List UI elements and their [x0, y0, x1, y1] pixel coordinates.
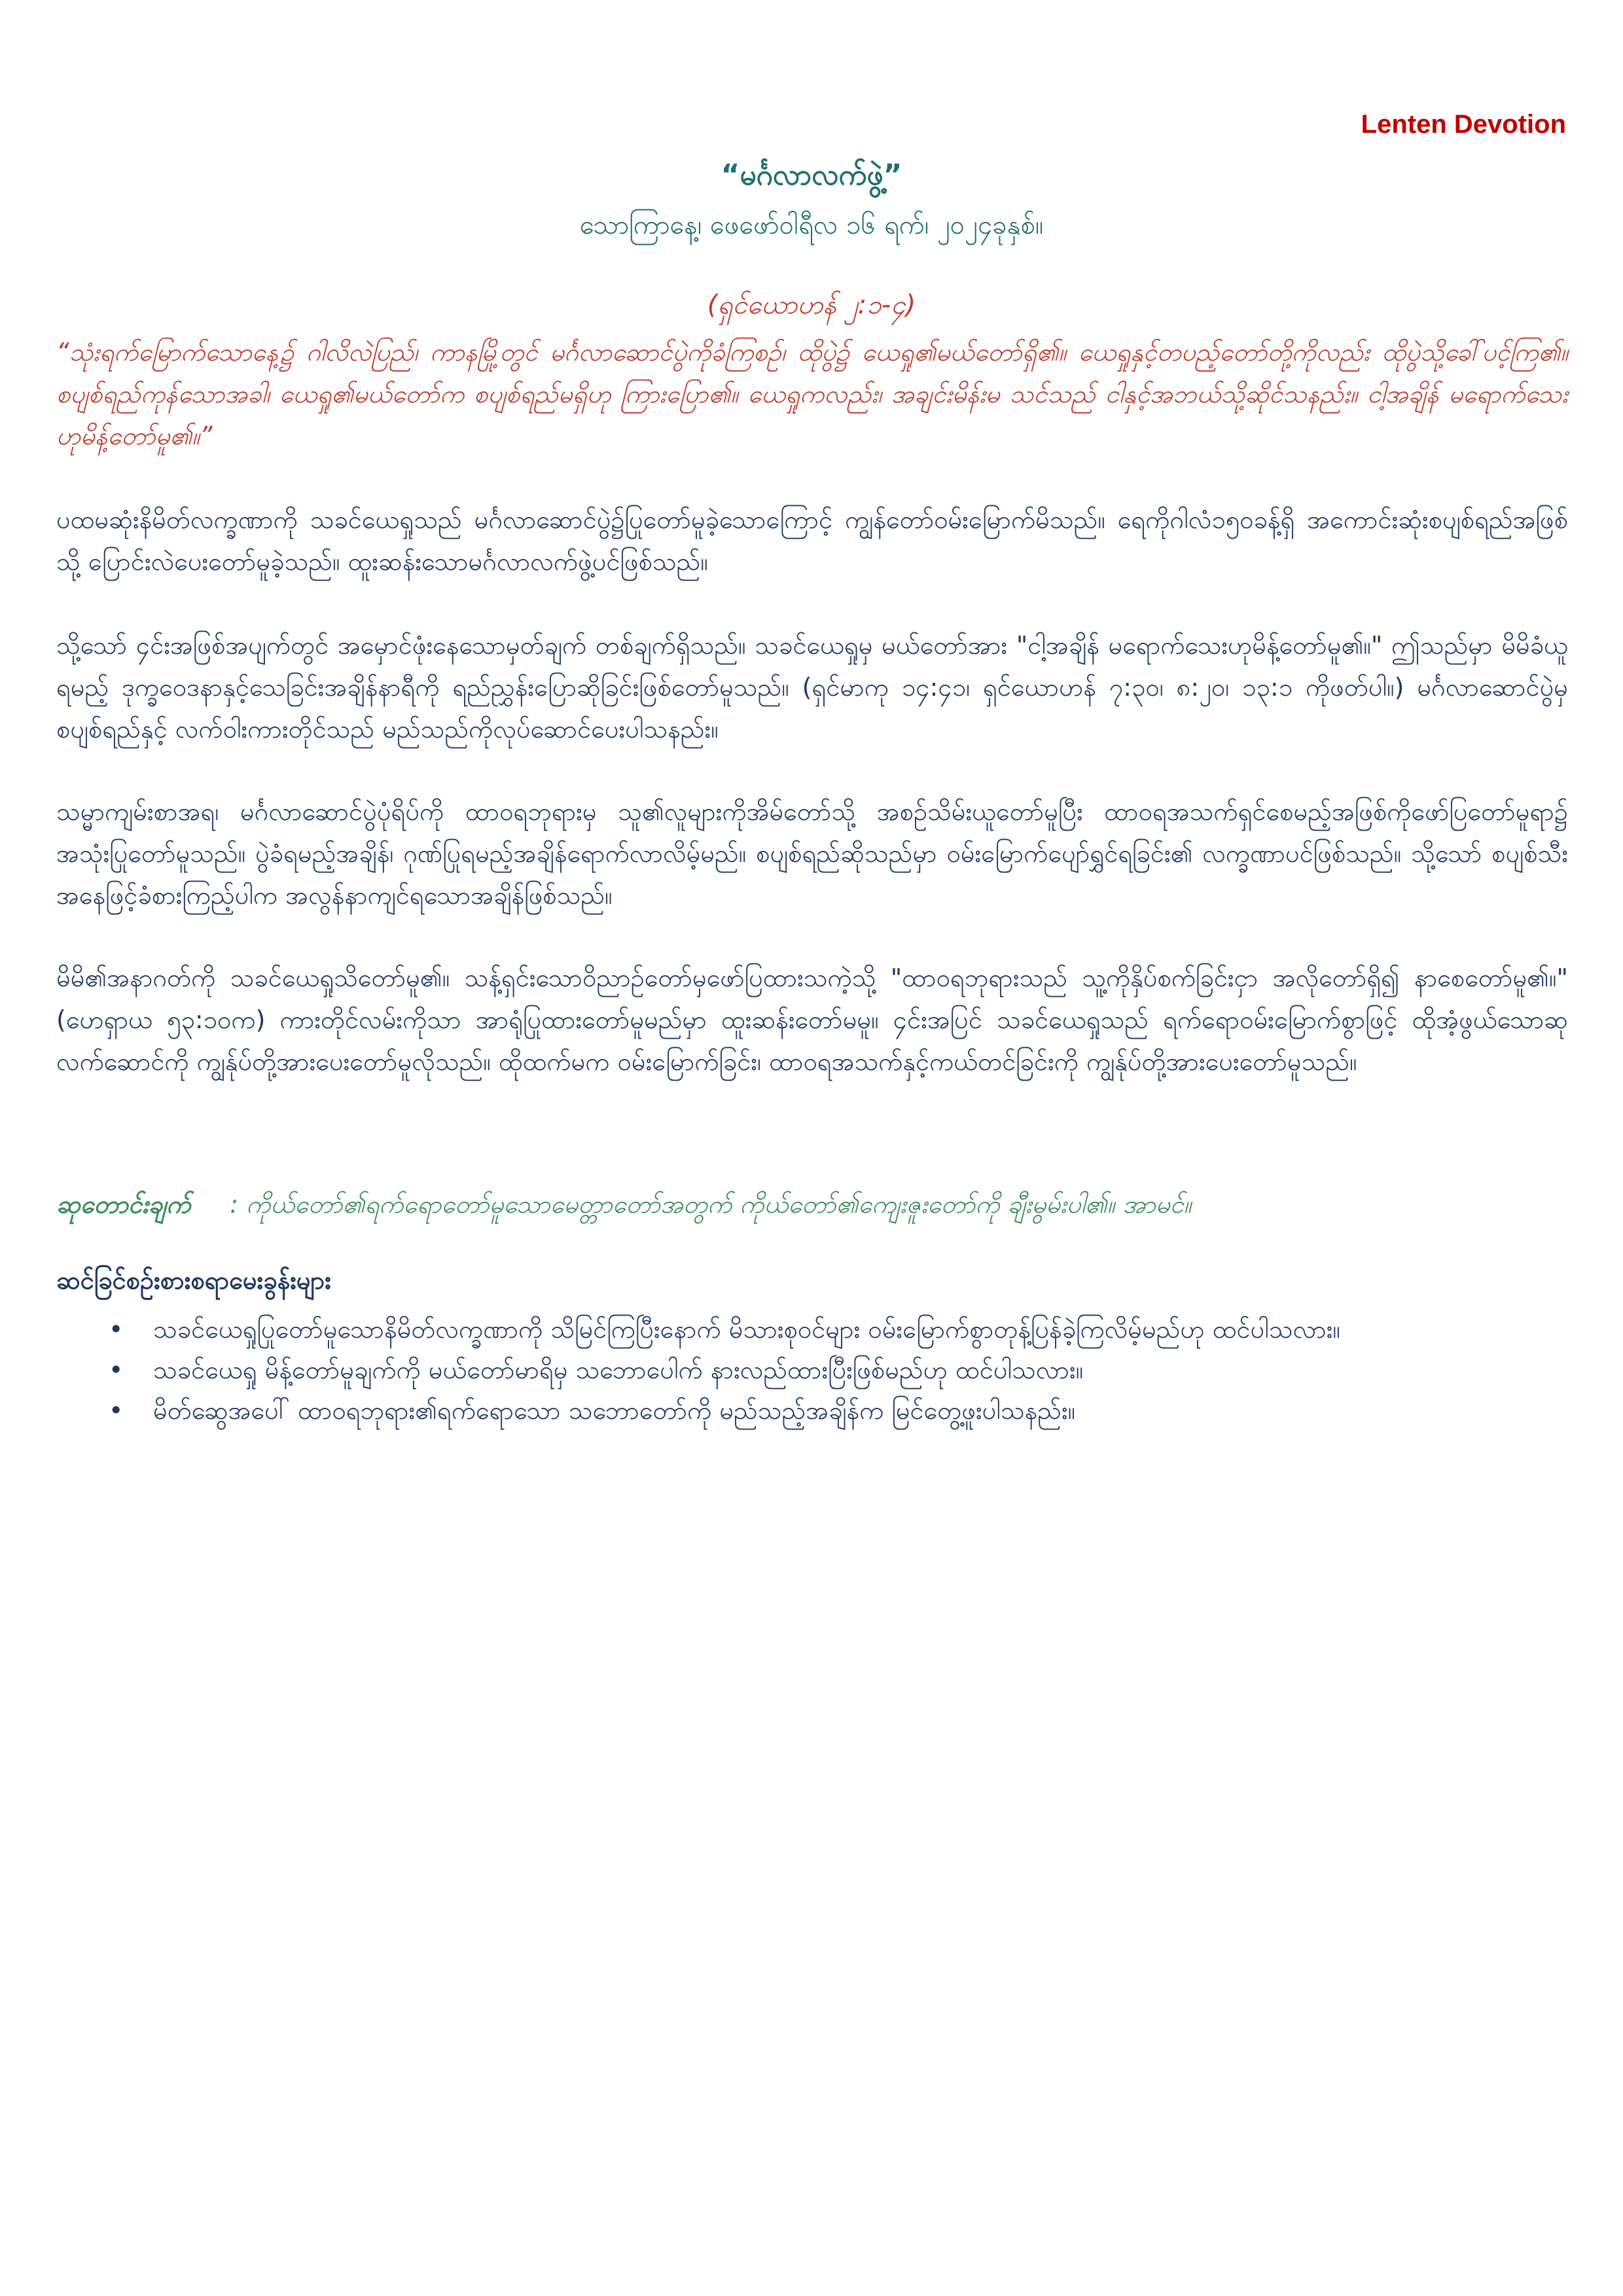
bullet-icon: •: [109, 1355, 124, 1384]
prayer-label: ဆုတောင်းချက်: [56, 1190, 191, 1219]
scripture-reference: (ရှင်ယောဟန် ၂:၁-၄): [707, 290, 916, 320]
question-text: မိတ်ဆွေအပေါ် ထာဝရဘုရား၏ရက်ရောသော သဘောတော်ကို မည်သည့်အချိန်က မြင်တွေ့ဖူးပါသနည်း။: [153, 1396, 1076, 1425]
devotion-title: “မင်္ဂလာလက်ဖွဲ့”: [721, 158, 902, 192]
list-item: [56, 1390, 1568, 1431]
question-text: သခင်ယေရှုပြုတော်မူသောနိမိတ်လက္ခဏာကို သိမြင်ကြပြီးနောက် မိသားစုဝင်များ ဝမ်းမြောက်စွာတုန့်ပြန်ခဲ့ကြလိမ့်မည်ဟု ထင်ပါသလား။: [153, 1315, 1340, 1344]
list-item: [56, 1350, 1568, 1390]
list-item: [56, 1309, 1568, 1350]
series-label: Lenten Devotion: [1361, 110, 1566, 139]
prayer-text: : ကိုယ်တော်၏ရက်ရောတော်မူသောမေတ္တာတော်အတွက် ကိုယ်တော်၏ကျေးဇူးတော်ကို ချီးမွမ်းပါ၏။ အာမင်။: [230, 1190, 1192, 1219]
paragraph-4: မိမိ၏အနာဂတ်ကို သခင်ယေရှုသိတော်မူ၏။ သန့်ရှင်းသောဝိညာဉ်တော်မှဖော်ပြထားသကဲ့သို့ "ထာဝရဘုရားသည် သူ့ကိုနှိပ်စက်ခြင်းငှာ အလိုတော်ရှိ၍ နာစေတော်မူ၏။" (ဟေရှာယ ၅၃:၁၀က) ကားတိုင်လမ်းကိုသာ အာရုံပြုထားတော်မူမည်မှာ ထူးဆန်းတော်မမူ။ ၄င်းအပြင် သခင်ယေရှုသည် ရက်ရောဝမ်းမြောက်စွာဖြင့် ထိုအံ့ဖွယ်သောဆုလက်ဆောင်ကို ကျွန်ုပ်တို့အားပေးတော်မူလိုသည်။ ထိုထက်မက ဝမ်းမြောက်ခြင်း၊ ထာဝရအသက်နှင့်ကယ်တင်ခြင်းကို ကျွန်ုပ်တို့အားပေးတော်မူသည်။: [56, 963, 1568, 1076]
reflection-questions-list: [56, 1309, 1568, 1431]
bullet-icon: •: [109, 1315, 124, 1344]
bullet-icon: •: [109, 1396, 124, 1425]
prayer: [56, 1183, 1568, 1225]
reflection-questions-title: ဆင်ခြင်စဉ်းစားစရာမေးခွန်းများ: [56, 1266, 331, 1295]
paragraph-2: သို့သော် ၄င်းအဖြစ်အပျက်တွင် အမှောင်ဖုံးနေသောမှတ်ချက် တစ်ချက်ရှိသည်။ သခင်ယေရှုမှ မယ်တော်အား "ငါ့အချိန် မရောက်သေးဟုမိန့်တော်မူ၏။" ဤသည်မှာ မိမိခံယူရမည့် ဒုက္ခဝေဒနာနှင့်သေခြင်းအချိန်နာရီကို ရည်ညွှန်းပြောဆိုခြင်းဖြစ်တော်မူသည်။ (ရှင်မာကု ၁၄:၄၁၊ ရှင်ယောဟန် ၇:၃၀၊ ၈:၂၀၊ ၁၃:၁ ကိုဖတ်ပါ။) မင်္ဂလာဆောင်ပွဲမှစပျစ်ရည်နှင့် လက်ဝါးကားတိုင်သည် မည်သည်ကိုလုပ်ဆောင်ပေးပါသနည်း။: [56, 631, 1568, 744]
devotion-date: သောကြာနေ့၊ ဖေဖော်ဝါရီလ ၁၆ ရက်၊ ၂၀၂၄ခုနှစ်။: [579, 210, 1044, 240]
question-text: သခင်ယေရှု မိန့်တော်မူချက်ကို မယ်တော်မာရိမှ သဘောပေါက် နားလည်ထားပြီးဖြစ်မည်ဟု ထင်ပါသလား။: [153, 1355, 1084, 1384]
paragraph-3: သမ္မာကျမ်းစာအရ၊ မင်္ဂလာဆောင်ပွဲပုံရိပ်ကို ထာဝရဘုရားမှ သူ၏လူများကိုအိမ်တော်သို့ အစဉ်သိမ်းယူတော်မူပြီး ထာဝရအသက်ရှင်စေမည့်အဖြစ်ကိုဖော်ပြတော်မူရာ၌ အသုံးပြုတော်မူသည်။ ပွဲခံရမည့်အချိန်၊ ဂုဏ်ပြုရမည့်အချိန်ရောက်လာလိမ့်မည်။ စပျစ်ရည်ဆိုသည်မှာ ဝမ်းမြောက်ပျော်ရွှင်ရခြင်း၏ လက္ခဏာပင်ဖြစ်သည်။ သို့သော် စပျစ်သီးအနေဖြင့်ခံစားကြည့်ပါက အလွန်နာကျင်ရသောအချိန်ဖြစ်သည်။: [56, 797, 1568, 910]
paragraph-1: ပထမဆုံးနိမိတ်လက္ခဏာကို သခင်ယေရှုသည် မင်္ဂလာဆောင်ပွဲ၌ပြုတော်မူခဲ့သောကြောင့် ကျွန်တော်ဝမ်းမြောက်မိသည်။ ရေကိုဂါလံ၁၅၀ခန့်ရှိ အကောင်းဆုံးစပျစ်ရည်အဖြစ်သို့ ပြောင်းလဲပေးတော်မူခဲ့သည်။ ထူးဆန်းသောမင်္ဂလာလက်ဖွဲ့ပင်ဖြစ်သည်။: [56, 505, 1568, 576]
scripture-text: “သုံးရက်မြောက်သောနေ့၌ ဂါလိလဲပြည်၊ ကာနမြို့တွင် မင်္ဂလာဆောင်ပွဲကိုခံကြစဉ်၊ ထိုပွဲ၌ ယေရှု၏မယ်တော်ရှိ၏။ ယေရှုနှင့်တပည့်တော်တို့ကိုလည်း ထိုပွဲသို့ခေါ်ပင့်ကြ၏။ စပျစ်ရည်ကုန်သောအခါ၊ ယေရှု၏မယ်တော်က စပျစ်ရည်မရှိဟု ကြားပြော၏။ ယေရှုကလည်း၊ အချင်းမိန်းမ သင်သည် ငါနှင့်အဘယ်သို့ဆိုင်သနည်း။ ငါ့အချိန် မရောက်သေးဟုမိန့်တော်မူ၏။”: [56, 338, 1568, 450]
